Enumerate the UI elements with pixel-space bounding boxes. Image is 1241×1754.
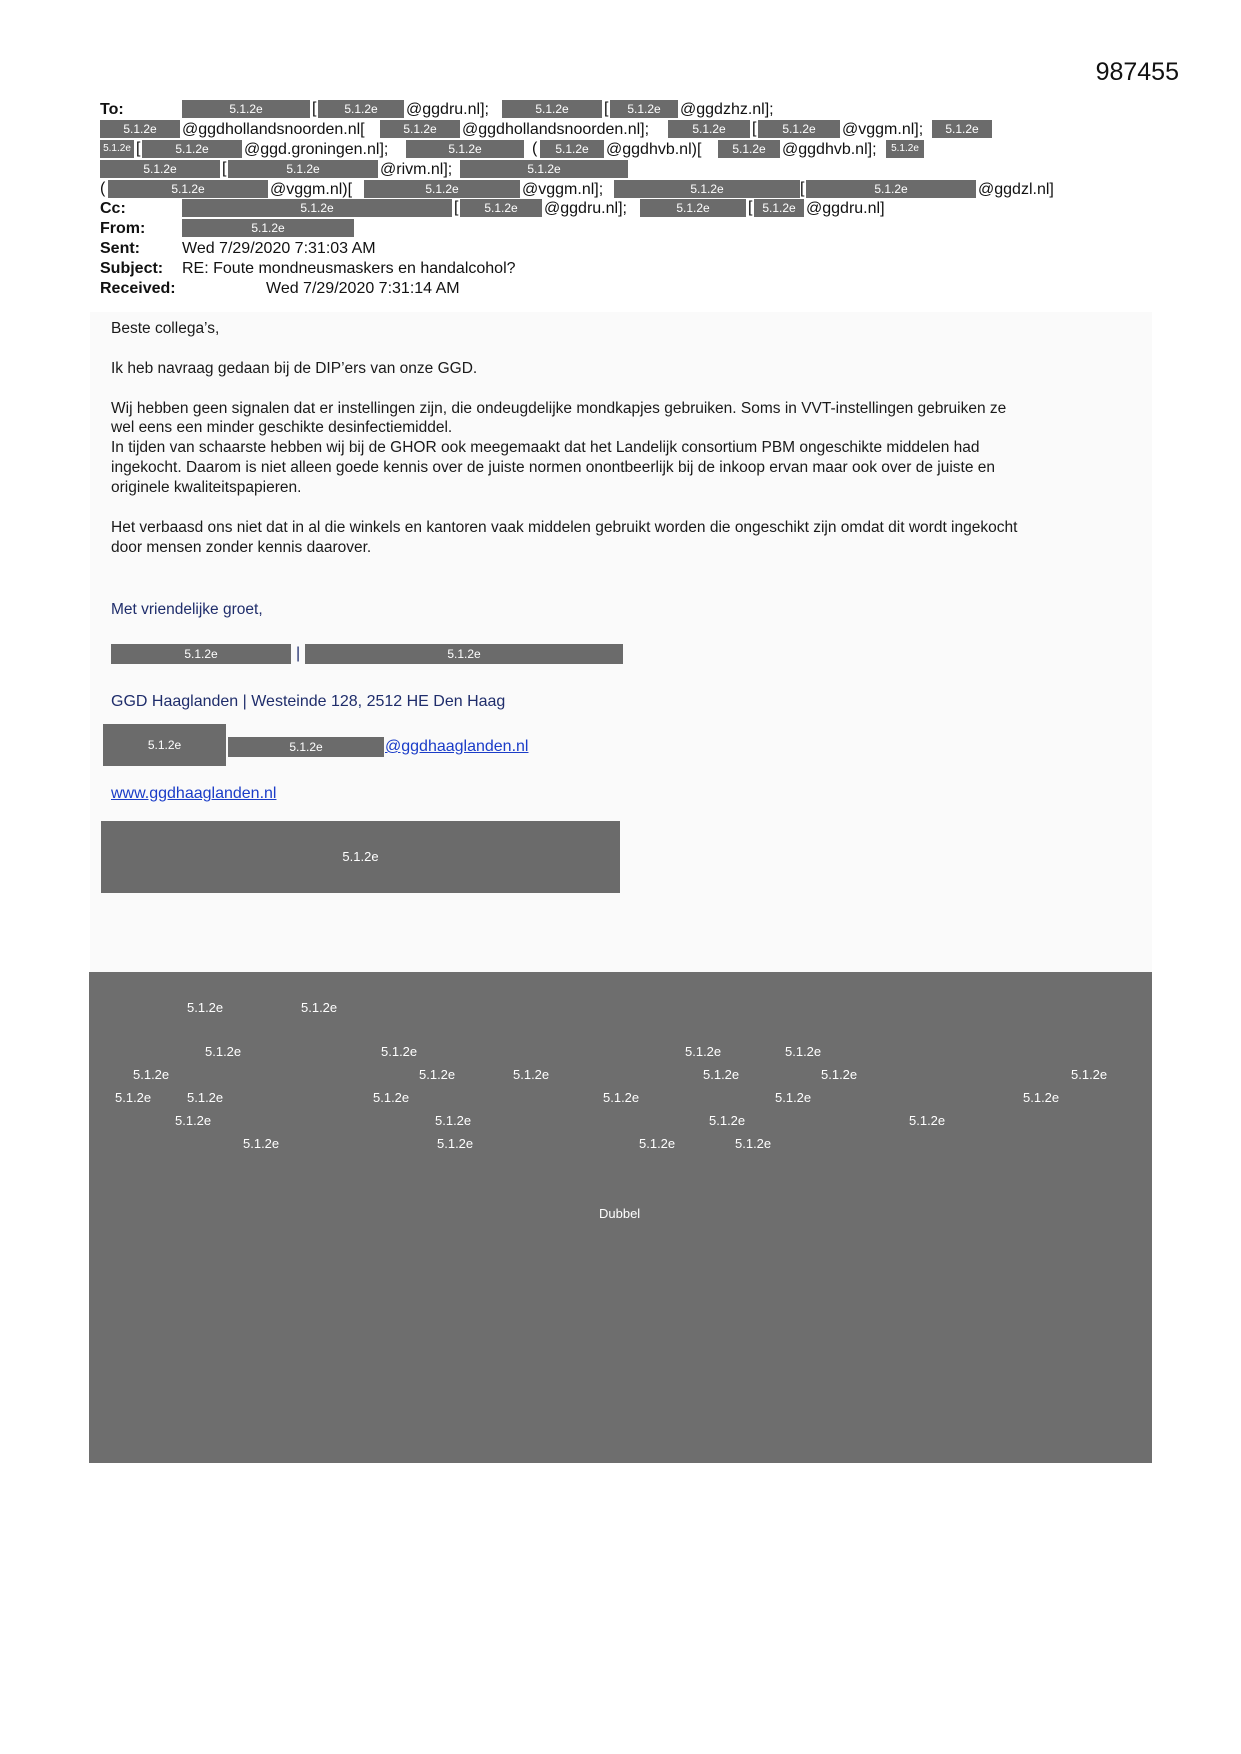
redaction: 5.1.2e (460, 160, 628, 178)
recipient-domain: @ggdzhz.nl]; (680, 101, 774, 118)
redaction: 5.1.2e (100, 160, 220, 178)
recipient-domain: @ggdru.nl]; (406, 101, 489, 118)
redaction-label: 5.1.2e (187, 1000, 224, 1015)
sent-value: Wed 7/29/2020 7:31:03 AM (182, 240, 376, 257)
paragraph-3-line-2: door mensen zonder kennis daarover. (111, 539, 372, 556)
redaction: 5.1.2e (502, 100, 602, 118)
redaction-label: 5.1.2e (419, 1067, 456, 1082)
greeting: Beste collega’s, (111, 320, 220, 337)
paragraph-1: Ik heb navraag gedaan bij de DIP’ers van onze GGD. (111, 360, 478, 377)
recipient-domain: @vggm.nl]; (522, 181, 604, 198)
redaction-label: 5.1.2e (437, 1136, 474, 1151)
redaction: 5.1.2e (668, 120, 750, 138)
redaction-label: 5.1.2e (435, 1113, 472, 1128)
redaction: 5.1.2e (182, 219, 354, 237)
duplicate-label: Dubbel (599, 1206, 641, 1221)
redaction: 5.1.2e (364, 180, 520, 198)
redacted-block (89, 972, 1152, 1463)
redaction-label: 5.1.2e (373, 1090, 410, 1105)
redaction: 5.1.2e (380, 120, 460, 138)
paragraph-2-line-1: Wij hebben geen signalen dat er instellingen zijn, die ondeugdelijke mondkapjes gebruiken. Soms in VVT-instellingen gebruiken ze (111, 400, 1007, 417)
recipient-domain: @vggm.nl]; (842, 121, 924, 138)
redaction-label: 5.1.2e (735, 1136, 772, 1151)
redaction: 5.1.2e (100, 120, 180, 138)
redaction: 5.1.2e (754, 199, 804, 217)
redaction-label: 5.1.2e (301, 1000, 338, 1015)
signature-separator: | (296, 645, 301, 662)
redaction-label: 5.1.2e (243, 1136, 280, 1151)
redaction-label: 5.1.2e (1023, 1090, 1060, 1105)
redaction-label: 5.1.2e (381, 1044, 418, 1059)
redaction: 5.1.2e (640, 199, 746, 217)
redaction: 5.1.2e (305, 644, 623, 664)
redaction-label: 5.1.2e (821, 1067, 858, 1082)
redaction: 5.1.2e (614, 180, 800, 198)
document-number: 987455 (1095, 58, 1179, 86)
paragraph-3-line-1: Het verbaasd ons niet dat in al die winkels en kantoren vaak middelen gebruikt worden die ongeschikt zijn omdat dit wordt ingekocht (111, 519, 1018, 536)
paragraph-2-line-5: originele kwaliteitspapieren. (111, 479, 302, 496)
redaction: 5.1.2e (460, 199, 542, 217)
paragraph-2-line-3: In tijden van schaarste hebben wij bij de GHOR ook meegemaakt dat het Landelijk consortium PBM ongeschikte middelen had (111, 439, 980, 456)
redaction-label: 5.1.2e (133, 1067, 170, 1082)
sent-label: Sent: (100, 240, 140, 257)
redaction-label: 5.1.2e (115, 1090, 152, 1105)
redaction: 5.1.2e (758, 120, 840, 138)
redaction-label: 5.1.2e (187, 1090, 224, 1105)
recipient-domain: @ggdhvb.nl]; (782, 141, 877, 158)
cc-domain: @ggdru.nl]; (544, 200, 627, 217)
paragraph-2-line-4: ingekocht. Daarom is niet alleen goede kennis over de juiste normen onontbeerlijk bij de inkoop ervan maar ook over de juiste en (111, 459, 996, 476)
redaction: 5.1.2e (610, 100, 678, 118)
redaction-label: 5.1.2e (709, 1113, 746, 1128)
paragraph-2-line-2: wel eens een minder geschikte desinfectiemiddel. (111, 419, 453, 436)
redaction-label: 5.1.2e (1071, 1067, 1108, 1082)
redaction-label: 5.1.2e (603, 1090, 640, 1105)
redaction: 5.1.2e (103, 724, 226, 766)
redaction: 5.1.2e (228, 737, 384, 757)
redaction: 5.1.2e (182, 100, 310, 118)
redaction: 5.1.2e (111, 644, 291, 664)
redaction-label: 5.1.2e (785, 1044, 822, 1059)
redaction: 5.1.2e (101, 821, 620, 893)
redaction-label: 5.1.2e (205, 1044, 242, 1059)
recipient-domain: @ggdhollandsnoorden.nl]; (462, 121, 650, 138)
website-link[interactable]: www.ggdhaaglanden.nl (111, 785, 277, 802)
from-label: From: (100, 220, 146, 237)
redaction: 5.1.2e (100, 140, 134, 158)
recipient-domain: @rivm.nl]; (380, 161, 453, 178)
recipient-domain: @ggdhollandsnoorden.nl[ (182, 121, 365, 138)
recipient-domain: @vggm.nl)[ (270, 181, 353, 198)
redaction-label: 5.1.2e (639, 1136, 676, 1151)
redaction: 5.1.2e (540, 140, 604, 158)
received-value: Wed 7/29/2020 7:31:14 AM (266, 280, 460, 297)
organisation-address: GGD Haaglanden | Westeinde 128, 2512 HE Den Haag (111, 693, 506, 710)
redaction-label: 5.1.2e (513, 1067, 550, 1082)
subject-value: RE: Foute mondneusmaskers en handalcohol? (182, 260, 516, 277)
redaction: 5.1.2e (228, 160, 378, 178)
recipient-domain: @ggdhvb.nl)[ (606, 141, 702, 158)
received-label: Received: (100, 280, 176, 297)
cc-label: Cc: (100, 200, 126, 217)
to-label: To: (100, 101, 124, 118)
redaction-label: 5.1.2e (685, 1044, 722, 1059)
redaction-label: 5.1.2e (909, 1113, 946, 1128)
closing: Met vriendelijke groet, (111, 601, 263, 618)
redaction: 5.1.2e (806, 180, 976, 198)
recipient-domain: @ggd.groningen.nl]; (244, 141, 389, 158)
redaction-label: 5.1.2e (703, 1067, 740, 1082)
redaction: 5.1.2e (932, 120, 992, 138)
redaction: 5.1.2e (108, 180, 268, 198)
recipient-domain: @ggdzl.nl] (978, 181, 1054, 198)
redaction: 5.1.2e (886, 140, 924, 158)
cc-domain: @ggdru.nl] (806, 200, 885, 217)
redaction-label: 5.1.2e (175, 1113, 212, 1128)
redaction: 5.1.2e (182, 199, 452, 217)
redaction: 5.1.2e (318, 100, 404, 118)
email-link[interactable]: @ggdhaaglanden.nl (385, 738, 529, 755)
redaction: 5.1.2e (718, 140, 780, 158)
subject-label: Subject: (100, 260, 164, 277)
redaction: 5.1.2e (406, 140, 524, 158)
redaction-label: 5.1.2e (775, 1090, 812, 1105)
redaction: 5.1.2e (142, 140, 242, 158)
